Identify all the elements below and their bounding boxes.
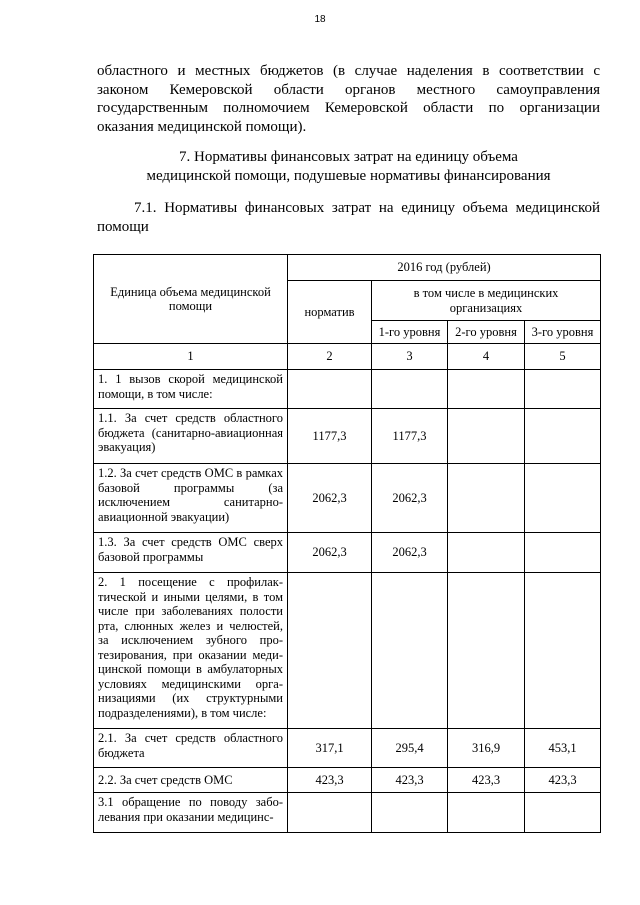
row-level-2: [448, 409, 525, 464]
row-norm: 2062,3: [288, 464, 372, 533]
row-level-3: [525, 370, 601, 409]
section-heading-line-1: 7. Нормативы финансовых затрат на единицу объема: [179, 149, 518, 165]
row-label: 1.3. За счет средств ОМС сверх базовой программы: [94, 533, 288, 573]
row-level-2: 316,9: [448, 729, 525, 768]
header-level-3: 3-го уровня: [525, 321, 601, 344]
row-level-1: 1177,3: [372, 409, 448, 464]
header-incl: в том числе в медицинских организациях: [372, 281, 601, 321]
row-level-2: [448, 573, 525, 729]
row-level-3: [525, 409, 601, 464]
col-number: 4: [448, 344, 525, 370]
row-level-2: [448, 464, 525, 533]
table-row: [94, 533, 601, 573]
row-label: 2.1. За счет средств областного бюджета: [94, 729, 288, 768]
row-level-2: [448, 370, 525, 409]
row-level-1: [372, 370, 448, 409]
norms-table: [93, 254, 601, 833]
row-level-1: 2062,3: [372, 464, 448, 533]
column-number-row: [94, 344, 601, 370]
header-level-1: 1-го уровня: [372, 321, 448, 344]
col-number: 2: [288, 344, 372, 370]
header-year: 2016 год (рублей): [288, 255, 601, 281]
row-label: 1. 1 вызов скорой медицинской помощи, в том числе:: [94, 370, 288, 409]
row-level-1: 295,4: [372, 729, 448, 768]
table-row: [94, 729, 601, 768]
row-level-3: [525, 533, 601, 573]
table-row: [94, 768, 601, 793]
table-row: [94, 409, 601, 464]
table-row: [94, 573, 601, 729]
row-level-3: [525, 464, 601, 533]
intro-paragraph: областного и местных бюджетов (в случае наделения в соответствии с законом Кемеровской области органов местного самоуправления государственным полномочием Кемеровской области по организации оказания медицинской помощи).: [97, 63, 600, 135]
row-norm: [288, 370, 372, 409]
row-label: 1.2. За счет средств ОМС в рамках базовой программы (за исключением санитарно-авиационной эвакуации): [94, 464, 288, 533]
row-level-1: 423,3: [372, 768, 448, 793]
table-row: [94, 370, 601, 409]
col-number: 3: [372, 344, 448, 370]
header-unit: Единица объема медицинской помощи: [94, 255, 288, 344]
row-label: 1.1. За счет средств областного бюджета (санитарно-авиационная эвакуация): [94, 409, 288, 464]
row-level-3: 423,3: [525, 768, 601, 793]
row-level-2: [448, 793, 525, 833]
row-level-3: 453,1: [525, 729, 601, 768]
row-norm: [288, 573, 372, 729]
table-row: [94, 464, 601, 533]
row-level-3: [525, 793, 601, 833]
row-label: 3.1 обращение по поводу забо-левания при оказании медицинс-: [94, 793, 288, 833]
section-heading-line-2: медицинской помощи, подушевые нормативы финансирования: [146, 167, 551, 184]
col-number: 5: [525, 344, 601, 370]
row-level-2: [448, 533, 525, 573]
row-level-2: 423,3: [448, 768, 525, 793]
table-header-row-1: [94, 255, 601, 281]
row-norm: 317,1: [288, 729, 372, 768]
row-label: 2. 1 посещение с профилак-тической и иными целями, в том числе при заболеваниях полости рта, слюнных желез и челюстей, за исключением зубного про-тезирования, при оказании меди-цинской помощи в амбулаторных условиях медицинскими орга-низациями (их структурными подразделениями), в том числе:: [94, 573, 288, 729]
row-level-1: 2062,3: [372, 533, 448, 573]
row-level-1: [372, 793, 448, 833]
header-level-2: 2-го уровня: [448, 321, 525, 344]
row-norm: 1177,3: [288, 409, 372, 464]
row-label: 2.2. За счет средств ОМС: [94, 768, 288, 793]
row-level-3: [525, 573, 601, 729]
table-row: [94, 793, 601, 833]
section-heading: [97, 148, 600, 185]
col-number: 1: [94, 344, 288, 370]
row-norm: 423,3: [288, 768, 372, 793]
subsection-heading: 7.1. Нормативы финансовых затрат на единицу объема медицинской помощи: [97, 200, 600, 235]
header-norm: норматив: [288, 281, 372, 344]
page-number: 18: [314, 14, 326, 25]
row-norm: 2062,3: [288, 533, 372, 573]
row-norm: [288, 793, 372, 833]
row-level-1: [372, 573, 448, 729]
